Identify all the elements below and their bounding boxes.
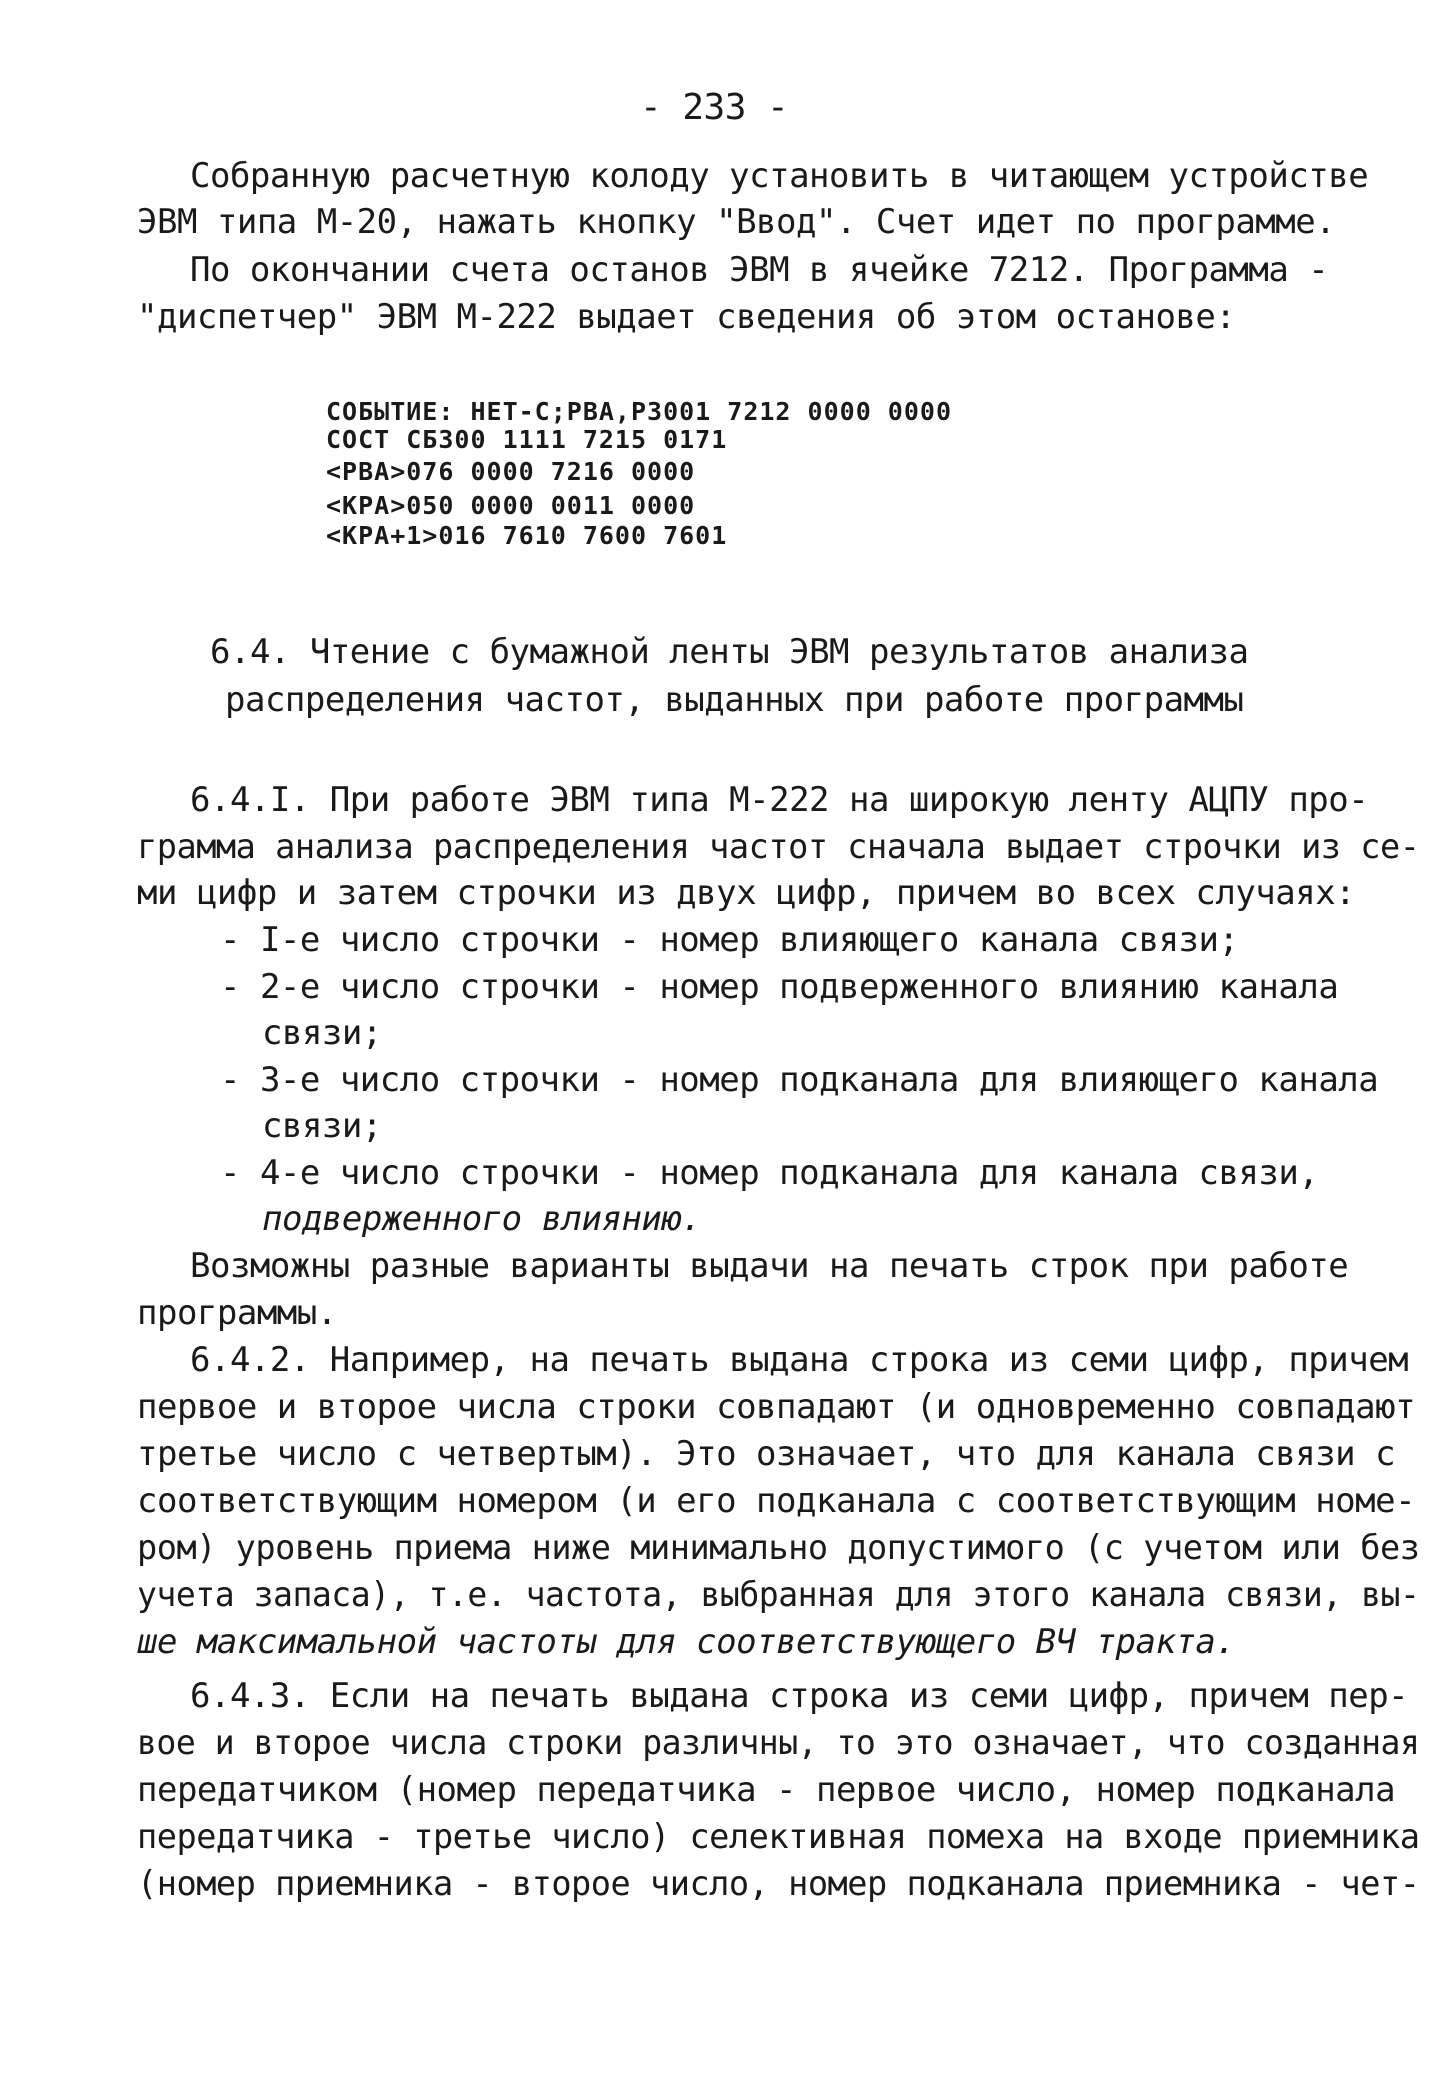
- text-line: ЭВМ типа М-20, нажать кнопку "Ввод". Счет идет по программе.: [137, 202, 1336, 242]
- printout-line: <КРА>050 0000 0011 0000: [326, 491, 696, 520]
- list-item: - 3-е число строчки - номер подканала для влияющего канала: [220, 1060, 1379, 1100]
- list-item: - 2-е число строчки - номер подверженного влиянию канала: [220, 967, 1339, 1007]
- printout-line: СОСТ СБ300 1111 7215 0171: [326, 425, 728, 454]
- text-line: программы.: [137, 1293, 337, 1333]
- page-number: - 233 -: [640, 87, 789, 128]
- text-line: (номер приемника - второе число, номер подканала приемника - чет-: [137, 1864, 1420, 1904]
- text-line: 6.4.I. При работе ЭВМ типа М-222 на широкую ленту АЦПУ про-: [190, 780, 1369, 820]
- printout-line: СОБЫТИЕ: НЕТ-С;РВА,Р3001 7212 0000 0000: [326, 397, 952, 426]
- list-item: - 4-е число строчки - номер подканала для канала связи,: [220, 1153, 1319, 1193]
- text-line: третье число с четвертым). Это означает, что для канала связи с: [137, 1434, 1396, 1474]
- list-item-continuation: подверженного влиянию.: [262, 1199, 702, 1239]
- text-line: Возможны разные варианты выдачи на печать строк при работе: [190, 1246, 1349, 1286]
- text-line: передатчиком (номер передатчика - первое число, номер подканала: [137, 1770, 1396, 1810]
- text-line: грамма анализа распределения частот сначала выдает строчки из се-: [137, 827, 1420, 867]
- text-line: ми цифр и затем строчки из двух цифр, причем во всех случаях:: [137, 873, 1356, 913]
- text-line: передатчика - третье число) селективная помеха на входе приемника: [137, 1817, 1420, 1857]
- printout-line: <РВА>076 0000 7216 0000: [326, 457, 696, 486]
- heading-line: 6.4. Чтение с бумажной ленты ЭВМ результатов анализа: [210, 632, 1249, 672]
- text-line: Собранную расчетную колоду установить в читающем устройстве: [190, 156, 1369, 196]
- text-line: ром) уровень приема ниже минимально допустимого (с учетом или без: [137, 1528, 1420, 1568]
- text-line: 6.4.2. Например, на печать выдана строка из семи цифр, причем: [190, 1340, 1409, 1380]
- text-line: По окончании счета останов ЭВМ в ячейке 7212. Программа -: [190, 250, 1329, 290]
- text-line: соответствующим номером (и его подканала с соответствующим номе-: [137, 1481, 1416, 1521]
- text-line: "диспетчер" ЭВМ М-222 выдает сведения об этом останове:: [137, 297, 1236, 337]
- text-line: ше максимальной частоты для соответствующего ВЧ тракта.: [137, 1622, 1236, 1662]
- text-line: учета запаса), т.е. частота, выбранная для этого канала связи, вы-: [137, 1575, 1420, 1615]
- list-item-continuation: связи;: [262, 1013, 382, 1053]
- list-item-continuation: связи;: [262, 1106, 382, 1146]
- text-line: вое и второе числа строки различны, то это означает, что созданная: [137, 1723, 1420, 1763]
- list-item: - I-е число строчки - номер влияющего канала связи;: [220, 920, 1239, 960]
- printout-line: <КРА+1>016 7610 7600 7601: [326, 521, 728, 550]
- text-line: первое и второе числа строки совпадают (и одновременно совпадают: [137, 1387, 1416, 1427]
- text-line: 6.4.3. Если на печать выдана строка из семи цифр, причем пер-: [190, 1676, 1409, 1716]
- heading-line: распределения частот, выданных при работе программы: [225, 680, 1244, 720]
